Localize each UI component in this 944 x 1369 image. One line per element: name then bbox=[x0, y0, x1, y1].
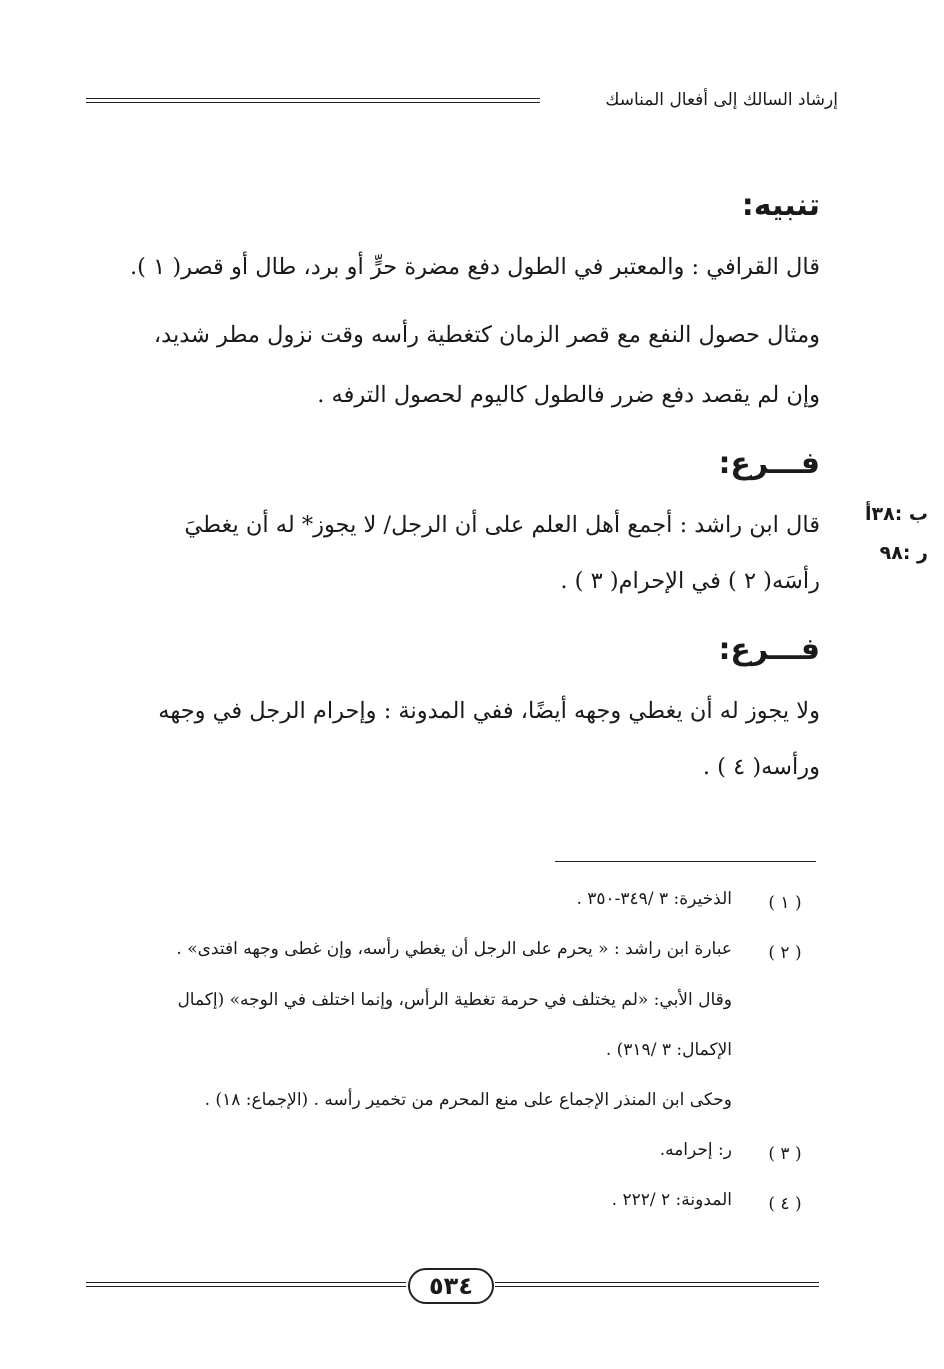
heading-far-1: فـــرع: bbox=[718, 446, 820, 481]
footnote-3-text: ر: إحرامه. bbox=[659, 1140, 732, 1160]
footer-rule-right bbox=[495, 1282, 819, 1287]
header-rule bbox=[86, 98, 540, 103]
far2-line-2: ورأسه( ٤ ) . bbox=[702, 754, 820, 780]
far1-line-1: قال ابن راشد : أجمع أهل العلم على أن الرجل/ لا يجوز* له أن يغطيَ bbox=[184, 512, 820, 538]
footnote-2-text-2: وقال الأبي: «لم يختلف في حرمة تغطية الرأس، وإنما اختلف في الوجه» (إكمال bbox=[177, 990, 732, 1010]
footnote-1-text: الذخيرة: ٣ /٣٤٩-٣٥٠ . bbox=[576, 889, 732, 909]
tanbih-line-3: وإن لم يقصد دفع ضرر فالطول كاليوم لحصول الترفه . bbox=[317, 382, 820, 408]
far2-line-1: ولا يجوز له أن يغطي وجهه أيضًا، ففي المدونة : وإحرام الرجل في وجهه bbox=[158, 698, 820, 724]
footnote-2-text-3: الإكمال: ٣ /٣١٩) . bbox=[605, 1040, 732, 1060]
page-number-badge bbox=[408, 1268, 494, 1304]
far1-line-2: رأسَه( ٢ ) في الإحرام( ٣ ) . bbox=[560, 568, 820, 594]
footnote-2-text-4: وحكى ابن المنذر الإجماع على منع المحرم من تخمير رأسه . (الإجماع: ١٨) . bbox=[204, 1090, 732, 1110]
footnote-2-text-1: عبارة ابن راشد : « يحرم على الرجل أن يغطي رأسه، وإن غطى وجهه افتدى» . bbox=[176, 939, 732, 959]
margin-note-manuscript-b: ب :٣٨أ bbox=[864, 503, 928, 525]
running-header-title: إرشاد السالك إلى أفعال المناسك bbox=[605, 90, 838, 110]
heading-tanbih: تنبيه: bbox=[741, 188, 820, 223]
footnote-1-number: ( ١ ) bbox=[768, 893, 802, 913]
page-number: ٥٣٤ bbox=[429, 1272, 473, 1300]
tanbih-line-1: قال القرافي : والمعتبر في الطول دفع مضرة حرٍّ أو برد، طال أو قصر( ١ ). bbox=[130, 254, 820, 280]
footnote-3-number: ( ٣ ) bbox=[768, 1144, 802, 1164]
tanbih-line-2: ومثال حصول النفع مع قصر الزمان كتغطية رأسه وقت نزول مطر شديد، bbox=[153, 322, 820, 348]
heading-far-2: فـــرع: bbox=[718, 632, 820, 667]
footnote-separator bbox=[555, 861, 816, 862]
footer-rule-left bbox=[86, 1282, 406, 1287]
margin-note-manuscript-r: ر :٩٨ bbox=[879, 542, 928, 564]
footnote-2-number: ( ٢ ) bbox=[768, 943, 802, 963]
footnote-4-number: ( ٤ ) bbox=[768, 1194, 802, 1214]
footnote-4-text: المدونة: ٢ /٢٢٢ . bbox=[611, 1190, 732, 1210]
